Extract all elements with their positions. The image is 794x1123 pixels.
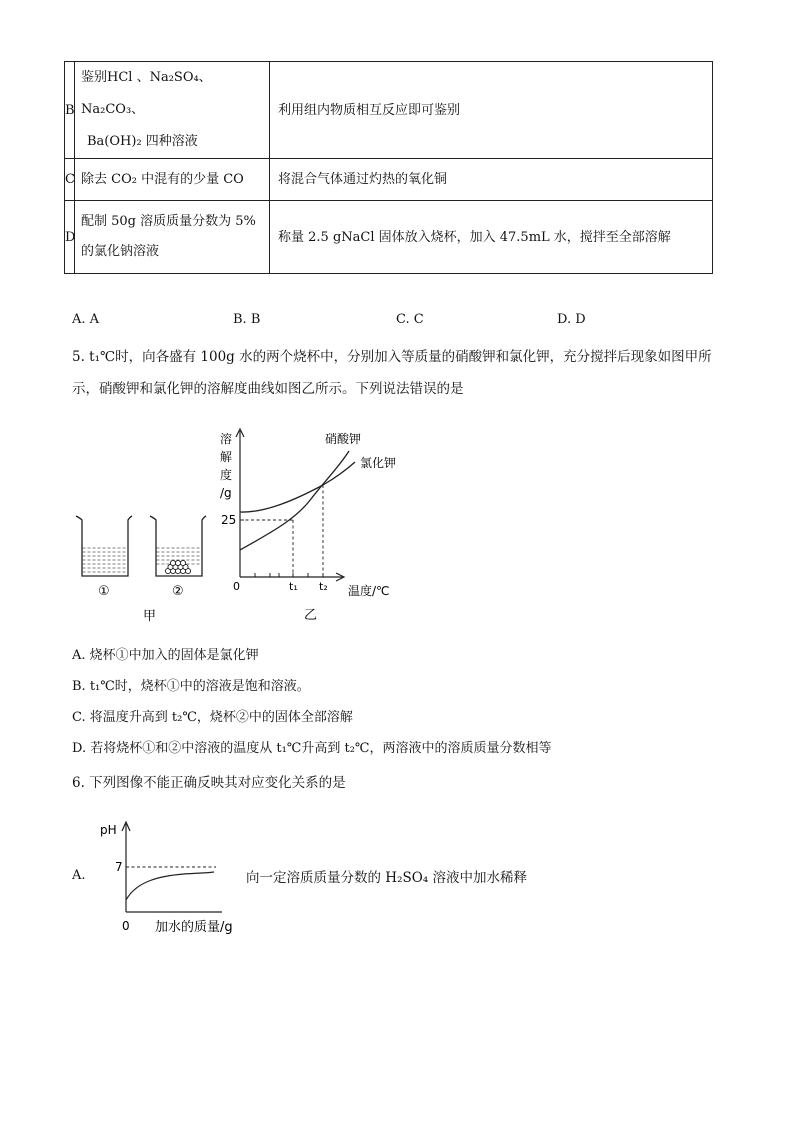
origin-label: 0 (233, 580, 240, 593)
q5-stem-line: 示，硝酸钾和氯化钾的溶解度曲线如图乙所示。下列说法错误的是 (72, 381, 464, 397)
figure-yi-caption: 乙 (304, 608, 318, 623)
row-left-line: 除去 CO₂ 中混有的少量 CO (81, 172, 244, 187)
row-left-line: 的氯化钠溶液 (81, 244, 160, 259)
y-axis-label-char: 解 (220, 450, 233, 464)
choice-b: B. B (233, 312, 261, 327)
row-right-cell: 将混合气体通过灼热的氧化铜 (270, 159, 713, 201)
y-tick-label: 7 (115, 860, 123, 874)
beaker-2-undissolved-solid (165, 560, 190, 573)
ph-curve (126, 872, 214, 900)
q5-option-c: C. 将温度升高到 t₂℃，烧杯②中的固体全部溶解 (72, 710, 353, 725)
q6-option-a-letter: A. (72, 868, 86, 883)
row-left-line: 配制 50g 溶质质量分数为 5% (81, 214, 256, 229)
q5-stem (72, 344, 732, 402)
figure-yi-solubility-chart (215, 425, 415, 627)
row-right-cell: 称量 2.5 gNaCl 固体放入烧杯，加入 47.5mL 水，搅拌至全部溶解 (270, 201, 713, 274)
y-axis-label-char: 溶 (220, 432, 233, 446)
x-tick-label-t1: t₁ (289, 580, 298, 593)
choice-d: D. D (557, 312, 586, 327)
row-right-cell: 利用组内物质相互反应即可鉴别 (270, 62, 713, 159)
curve-potassium-chloride (240, 462, 355, 512)
y-axis-label: pH (100, 823, 117, 837)
y-tick-label: 25 (221, 513, 237, 527)
row-letter: D (65, 201, 75, 274)
q5-option-b: B. t₁℃时，烧杯①中的溶液是饱和溶液。 (72, 679, 310, 694)
beaker-2-label: ② (172, 584, 184, 599)
q5-stem-line: 5. t₁℃时，向各盛有 100g 水的两个烧杯中，分别加入等质量的硝酸钾和氯化钾，充分搅拌后现象如图甲所 (72, 349, 712, 365)
beaker-1-solution (83, 548, 128, 572)
q6-option-a-description: 向一定溶质质量分数的 H₂SO₄ 溶液中加水稀释 (246, 870, 527, 886)
row-letter: B (65, 62, 75, 159)
row-left-line: Ba(OH)₂ 四种溶液 (87, 134, 198, 149)
x-tick-label-t2: t₂ (319, 580, 328, 593)
x-axis-label: 温度/℃ (348, 584, 390, 598)
q5-option-d: D. 若将烧杯①和②中溶液的温度从 t₁℃升高到 t₂℃，两溶液中的溶质质量分数相等 (72, 741, 552, 756)
curve-potassium-nitrate (240, 451, 349, 550)
x-axis-label: 加水的质量/g (155, 920, 233, 935)
curve-label-kcl: 氯化钾 (360, 456, 397, 470)
y-axis-label-char: 度 (220, 468, 233, 482)
row-letter: C (65, 159, 75, 201)
table-row (65, 62, 713, 159)
origin-label: 0 (122, 919, 130, 933)
beaker-1-label: ① (98, 584, 110, 599)
y-axis-label-char: /g (220, 486, 232, 500)
table-row (65, 159, 713, 201)
q6-option-a-chart (98, 818, 248, 938)
options-table (64, 61, 713, 274)
row-left-cell (75, 201, 270, 274)
choice-a: A. A (72, 312, 100, 327)
curve-label-kno3: 硝酸钾 (325, 432, 362, 446)
table-row (65, 201, 713, 274)
q6-stem: 6. 下列图像不能正确反映其对应变化关系的是 (72, 775, 346, 791)
axes (236, 429, 344, 581)
row-left-line: 鉴别HCl 、Na₂SO₄、Na₂CO₃、 (81, 70, 212, 117)
q5-option-a: A. 烧杯①中加入的固体是氯化钾 (72, 648, 259, 663)
row-left-cell (75, 62, 270, 159)
row-left-cell (75, 159, 270, 201)
figure-jia-caption: 甲 (143, 609, 157, 624)
choice-c: C. C (396, 312, 424, 327)
beaker-1 (76, 516, 132, 576)
figure-jia (70, 510, 220, 625)
